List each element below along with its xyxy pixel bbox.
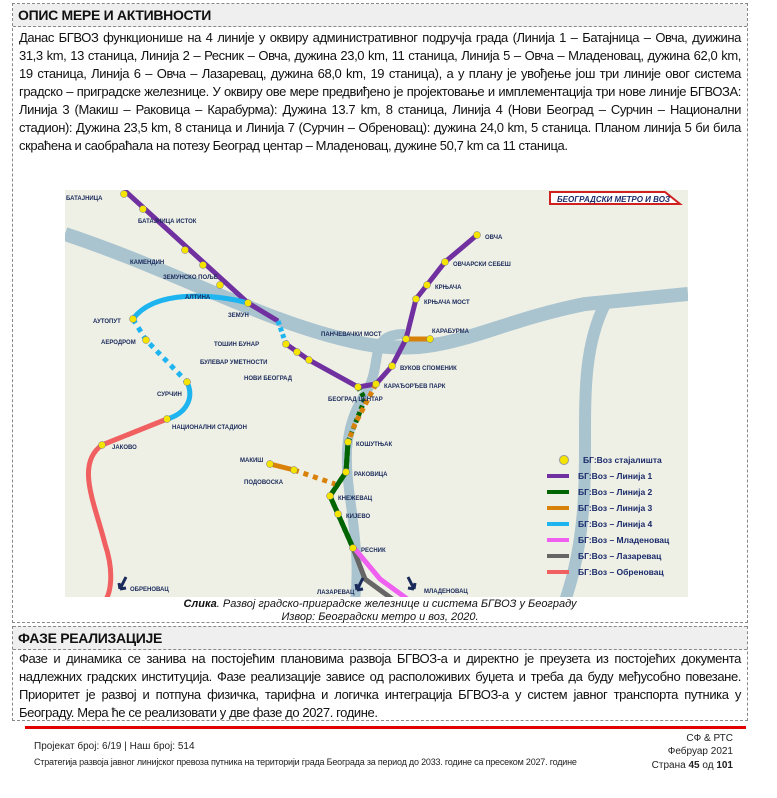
station-marker (121, 191, 128, 198)
section-phases (12, 626, 748, 721)
page-prefix: Страна (651, 760, 689, 771)
rail-line-segment (294, 470, 335, 484)
station-label: АЕРОДРОМ (101, 340, 136, 346)
station-marker (140, 206, 147, 213)
figure-source: Извор: Београдски метро и воз, 2020. (281, 611, 479, 623)
station-label: ТОШИН БУНАР (214, 342, 260, 348)
station-marker (389, 363, 396, 370)
station-marker (327, 493, 334, 500)
footer-org: СФ & РТС (686, 733, 733, 744)
legend-label: БГ:Воз – Младеновац (578, 535, 670, 545)
map-legend (547, 452, 687, 580)
station-marker (291, 467, 298, 474)
line-swatch (547, 490, 569, 494)
legend-item (547, 516, 687, 532)
station-label: АЛТИНА (185, 295, 211, 301)
station-label: РЕСНИК (361, 548, 386, 554)
footer-page (652, 760, 733, 771)
station-marker (164, 416, 171, 423)
station-label: КРЊАЧА (435, 285, 462, 291)
station-label: АУТОПУТ (93, 319, 121, 325)
station-marker (245, 300, 252, 307)
direction-label: ЛАЗАРЕВАЦ (317, 590, 355, 596)
phases-text: Фазе и динамика се занива на постојећим плановима развоја БГВОЗ-а и директно је преузета из постојећих документа надлежних градских институција. Фазе реализације зависе од расположивих буџета и треба да буду међусобно повезане. Приоритет је развој и потпуна физичка, тарифна и логичка интеграција БГВОЗ-а у систем јавног транспорта путника у Београду. Мера ће се реализовати у две фазе до 2027. године. (19, 651, 741, 720)
logo (550, 192, 680, 204)
station-label: БЕОГРАД ЦЕНТАР (328, 397, 383, 403)
direction-label: ОБРЕНОВАЦ (130, 587, 169, 593)
page-number: 45 (688, 760, 700, 771)
logo-text: БЕОГРАДСКИ МЕТРО И ВОЗ (557, 195, 671, 204)
station-marker (413, 296, 420, 303)
station-marker (345, 439, 352, 446)
legend-label: БГ:Воз – Линија 1 (578, 471, 653, 481)
station-marker (267, 461, 274, 468)
station-marker (143, 337, 150, 344)
figure-caption (0, 598, 760, 610)
station-label: БАТАЈНИЦА (66, 196, 103, 202)
station-label: СУРЧИН (157, 392, 182, 398)
station-label: КАМЕНДИН (130, 260, 165, 266)
line-swatch (547, 570, 569, 574)
station-marker (130, 316, 137, 323)
legend-item (547, 532, 687, 548)
station-marker (474, 232, 481, 239)
bgvoz-map (65, 190, 688, 597)
station-marker (355, 384, 362, 391)
line-swatch (547, 506, 569, 510)
section-title: ОПИС МЕРЕ И АКТИВНОСТИ (13, 4, 747, 27)
page-total: 101 (716, 760, 733, 771)
page-mid: од (699, 760, 717, 771)
station-marker (350, 545, 357, 552)
station-marker (182, 247, 189, 254)
station-label: КНЕЖЕВАЦ (338, 496, 373, 502)
rail-line-segment (286, 235, 477, 387)
footer-strategy: Стратегија развоја јавног линијског превоза путника на територији града Београда за период до 2033. године са пресеком 2027. године (34, 757, 577, 767)
legend-label: БГ:Воз стајалишта (583, 455, 662, 465)
direction-arrow-icon (119, 577, 126, 589)
section-title: ФАЗЕ РЕАЛИЗАЦИЈЕ (13, 626, 747, 650)
station-label: МАКИШ (240, 458, 264, 464)
station-label: КАРАЂОРЂЕВ ПАРК (384, 384, 446, 390)
legend-item (547, 548, 687, 564)
station-label: ЗЕМУН (228, 313, 249, 319)
legend-label: БГ:Воз – Лазаревац (578, 551, 662, 561)
station-marker (373, 381, 380, 388)
station-label: ЈАКОВО (112, 445, 137, 451)
line-swatch (547, 522, 569, 526)
footer-project: Пројекат број: 6/19 | Наш број: 514 (34, 741, 195, 752)
station-marker (184, 379, 191, 386)
station-label: ЗЕМУНСКО ПОЉЕ (163, 275, 218, 281)
station-label: БУЛЕВАР УМЕТНОСТИ (200, 360, 268, 366)
station-label: НАЦИОНАЛНИ СТАДИОН (172, 425, 247, 431)
legend-label: БГ:Воз – Линија 2 (578, 487, 653, 497)
station-label: КОШУТЊАК (356, 442, 393, 448)
line-swatch (547, 538, 569, 542)
station-marker (424, 282, 431, 289)
legend-item (547, 484, 687, 500)
legend-item (547, 452, 687, 468)
station-marker (427, 336, 434, 343)
legend-label: БГ:Воз – Линија 4 (578, 519, 653, 529)
rail-line-segment (133, 319, 187, 382)
rail-line-segment (124, 190, 278, 321)
station-label: ОВЧАРСКИ СЕБЕШ (453, 262, 511, 268)
station-marker (335, 511, 342, 518)
station-marker (217, 282, 224, 289)
direction-label: МЛАДЕНОВАЦ (424, 589, 468, 595)
station-label: КИЈЕВО (346, 514, 371, 520)
description-text: Данас БГВОЗ функционише на 4 линије у оквиру административног подручја града (Линија 1 – Батајница – Овча, дуижина 31,3 km, 13 станица, Линија 2 – Ресник – Овча, дужина 23,0 km, 11 станица, Линија 5 – Овча – Младеновац, дужина 62,0 km, 19 станица, Линија 6 – Овча – Лазаревац, дужина 68,0 km, 19 станица), а у плану је увођење још три линије овог система градско – приградске железнице. У оквиру ове мере предвиђено је пројектовање и имплементација три нове линије БГВОЗА: Линија 3 (Макиш – Раковица – Карабурма): Дужина 13.7 km, 8 станица, Линија 4 (Нови Београд – Сурчин – Национални стадион): Дужина 23,5 km, 8 станица и Линија 7 (Сурчин – Обреновац): дужина 24,0 km, 5 станица. Планом линија 5 би била скраћена и саобраћала на потезу Београд центар – Младеновац, дужине 50,7 km са 11 станица. (19, 30, 741, 153)
station-dot-icon (559, 455, 569, 465)
legend-item (547, 564, 687, 580)
footer-divider (25, 726, 746, 729)
station-label: ПАНЧЕВАЧКИ МОСТ (321, 332, 382, 338)
station-label: ОВЧА (485, 235, 503, 241)
station-label: ВУКОВ СПОМЕНИК (400, 366, 457, 372)
station-label: РАКОВИЦА (354, 472, 388, 478)
station-marker (306, 357, 313, 364)
station-marker (403, 336, 410, 343)
station-marker (343, 469, 350, 476)
station-label: КРЊАЧА МОСТ (424, 300, 470, 306)
station-label: КАРАБУРМА (432, 329, 469, 335)
rail-line-segment (167, 382, 190, 419)
caption-label: Слика (183, 598, 217, 610)
legend-label: БГ:Воз – Линија 3 (578, 503, 653, 513)
station-marker (200, 262, 207, 269)
station-label: НОВИ БЕОГРАД (244, 376, 292, 382)
legend-item (547, 500, 687, 516)
direction-arrow-icon (408, 577, 415, 589)
station-marker (283, 341, 290, 348)
line-swatch (547, 474, 569, 478)
station-marker (442, 259, 449, 266)
station-label: БАТАЈНИЦА ИСТОК (138, 219, 197, 225)
caption-text: . Развој градско-приградске железнице и система БГВОЗ у Београду (216, 598, 577, 610)
station-marker (294, 349, 301, 356)
legend-item (547, 468, 687, 484)
footer-date: Фебруар 2021 (667, 746, 733, 757)
legend-label: БГ:Воз – Обреновац (578, 567, 664, 577)
station-marker (99, 442, 106, 449)
station-label: ПОДОВОСКА (244, 480, 284, 486)
line-swatch (547, 554, 569, 558)
